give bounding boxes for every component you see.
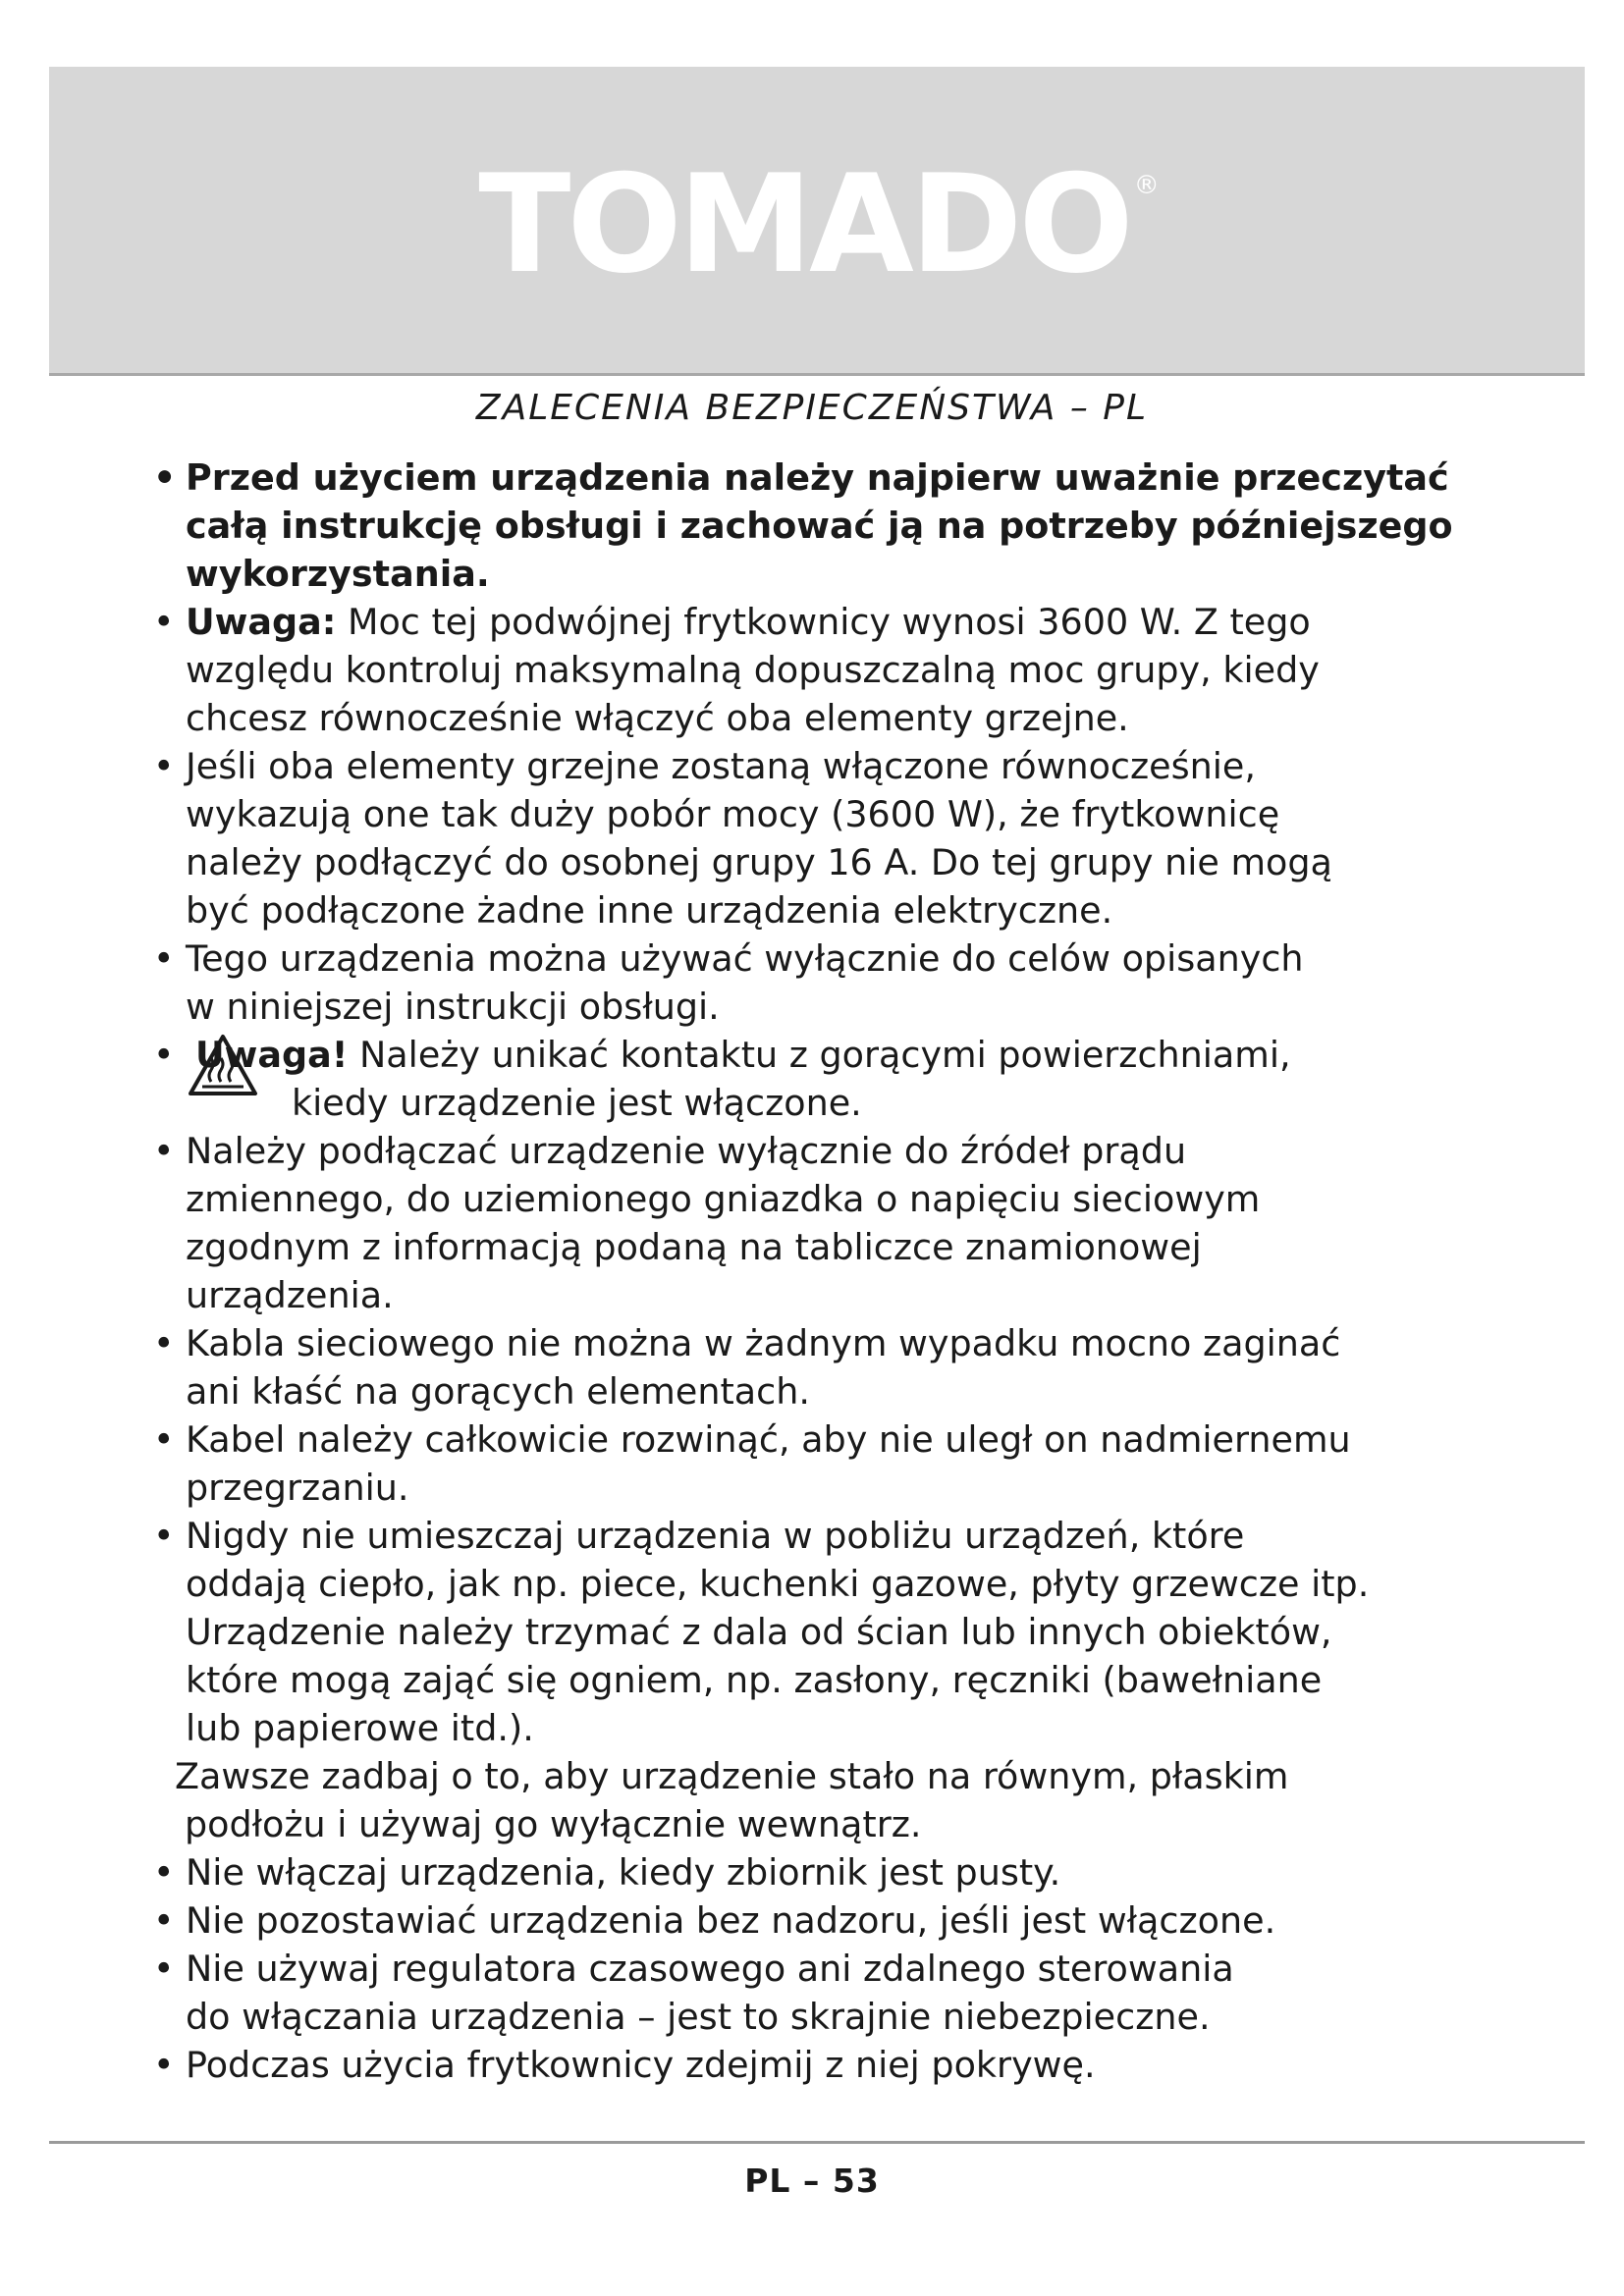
item-line: wykazują one tak duży pobór mocy (3600 W), że frytkownicę	[186, 793, 1280, 835]
bullet: •	[153, 1851, 175, 1894]
item-line: Przed użyciem urządzenia należy najpierw uważnie przeczytać	[186, 456, 1449, 499]
bullet: •	[153, 1322, 175, 1364]
item-line: urządzenia.	[186, 1274, 394, 1316]
item-line: Moc tej podwójnej frytkownicy wynosi 3600 W. Z tego	[336, 601, 1311, 643]
item-line: Nigdy nie umieszczaj urządzenia w pobliżu urządzeń, które	[186, 1515, 1245, 1557]
item-line: Należy unikać kontaktu z gorącymi powierzchniami,	[348, 1034, 1291, 1076]
item-line: podłożu i używaj go wyłącznie wewnątrz.	[185, 1803, 922, 1845]
header-band	[49, 67, 1585, 376]
bullet: •	[153, 1948, 175, 1990]
logo-text: TOMADO	[478, 145, 1130, 303]
item-line: względu kontroluj maksymalną dopuszczalną moc grupy, kiedy	[186, 649, 1320, 691]
item-line: Nie używaj regulatora czasowego ani zdalnego sterowania	[186, 1948, 1234, 1990]
warning-label: Uwaga!	[195, 1034, 349, 1076]
list-item	[155, 1848, 1490, 1896]
item-line: chcesz równocześnie włączyć oba elementy grzejne.	[186, 697, 1129, 739]
list-item	[155, 454, 1490, 598]
item-line: Urządzenie należy trzymać z dala od ścian lub innych obiektów,	[186, 1611, 1332, 1653]
item-line: zgodnym z informacją podaną na tabliczce znamionowej	[186, 1226, 1202, 1268]
bullet: •	[153, 1515, 175, 1557]
bullet: •	[153, 937, 175, 980]
page-number: PL – 53	[744, 2162, 880, 2200]
bullet: •	[153, 1418, 175, 1461]
item-line: zmiennego, do uziemionego gniazdka o napięciu sieciowym	[186, 1178, 1261, 1220]
item-line: całą instrukcję obsługi i zachować ją na potrzeby późniejszego	[186, 505, 1453, 547]
bullet: •	[153, 1130, 175, 1172]
section-title: ZALECENIA BEZPIECZEŃSTWA – PL	[475, 388, 1149, 428]
item-line: kiedy urządzenie jest włączone.	[292, 1082, 862, 1124]
item-line: Należy podłączać urządzenie wyłącznie do źródeł prądu	[186, 1130, 1187, 1172]
list-item	[155, 934, 1490, 1031]
item-line: Zawsze zadbaj o to, aby urządzenie stało na równym, płaskim	[175, 1755, 1289, 1797]
list-item	[155, 1415, 1490, 1512]
list-item	[155, 1127, 1490, 1319]
registered-mark: ®	[1133, 171, 1160, 200]
list-item	[155, 1896, 1490, 1945]
bullet: •	[153, 1899, 175, 1942]
safety-list	[155, 454, 1490, 2089]
item-line: przegrzaniu.	[186, 1467, 409, 1509]
item-line: ani kłaść na gorących elementach.	[186, 1370, 810, 1413]
warning-label: Uwaga:	[186, 601, 337, 643]
list-item	[155, 1945, 1490, 2041]
brand-logo	[49, 145, 1585, 303]
item-line: w niniejszej instrukcji obsługi.	[186, 986, 720, 1028]
list-item	[155, 598, 1490, 742]
item-line: należy podłączyć do osobnej grupy 16 A. Do tej grupy nie mogą	[186, 841, 1332, 883]
bullet: •	[153, 1034, 175, 1076]
list-item	[155, 2041, 1490, 2089]
footer-divider	[49, 2141, 1585, 2144]
list-item	[155, 742, 1490, 934]
item-line: Kabla sieciowego nie można w żadnym wypadku mocno zaginać	[186, 1322, 1341, 1364]
item-line: Kabel należy całkowicie rozwinąć, aby nie uległ on nadmiernemu	[186, 1418, 1351, 1461]
item-line: Nie włączaj urządzenia, kiedy zbiornik jest pusty.	[186, 1851, 1061, 1894]
plain-paragraph	[155, 1752, 1490, 1848]
bullet: •	[153, 2044, 175, 2086]
item-line: Tego urządzenia można używać wyłącznie do celów opisanych	[186, 937, 1304, 980]
list-item	[155, 1512, 1490, 1752]
item-line: Jeśli oba elementy grzejne zostaną włączone równocześnie,	[186, 745, 1256, 787]
item-line: Podczas użycia frytkownicy zdejmij z niej pokrywę.	[186, 2044, 1096, 2086]
item-line: wykorzystania.	[186, 553, 490, 595]
item-line: Nie pozostawiać urządzenia bez nadzoru, jeśli jest włączone.	[186, 1899, 1276, 1942]
item-line: oddają ciepło, jak np. piece, kuchenki gazowe, płyty grzewcze itp.	[186, 1563, 1370, 1605]
bullet: •	[153, 745, 175, 787]
list-item	[155, 1031, 1490, 1127]
item-line: lub papierowe itd.).	[186, 1707, 534, 1749]
bullet: •	[153, 456, 177, 499]
item-line: które mogą zająć się ogniem, np. zasłony, ręczniki (bawełniane	[186, 1659, 1323, 1701]
list-item	[155, 1319, 1490, 1415]
item-line: do włączania urządzenia – jest to skrajnie niebezpieczne.	[186, 1996, 1211, 2038]
item-line: być podłączone żadne inne urządzenia elektryczne.	[186, 889, 1113, 932]
bullet: •	[153, 601, 175, 643]
